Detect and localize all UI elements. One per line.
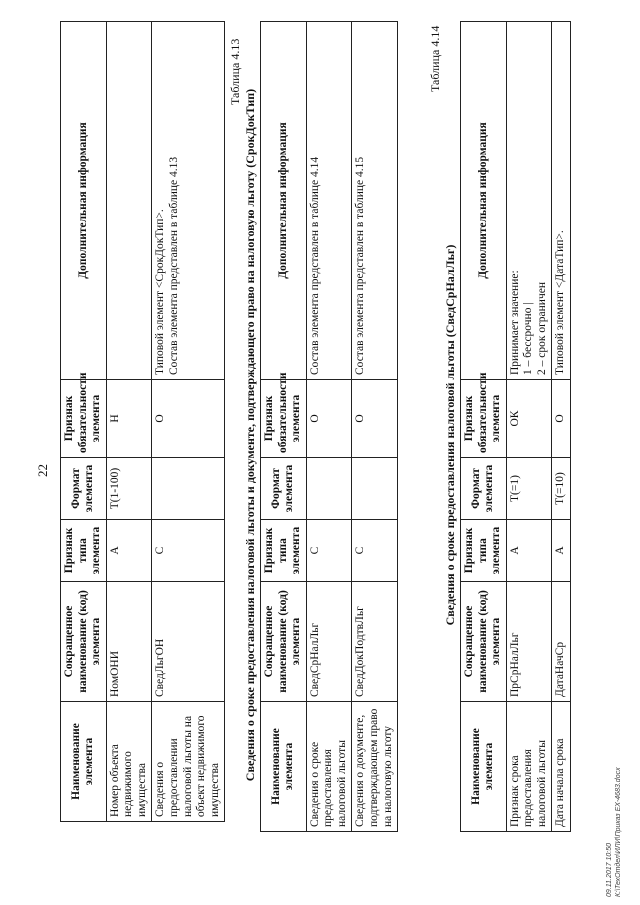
- table-header-row: [61, 22, 107, 822]
- header-cell: Признак типа элемента: [261, 520, 307, 582]
- header-cell: Формат элемента: [61, 458, 107, 520]
- table-row: [106, 22, 152, 822]
- cell-type: А: [552, 520, 571, 582]
- header-cell: Дополнительная информация: [61, 22, 107, 380]
- cell-name: Номер объекта недвижимого имущества: [106, 702, 152, 822]
- cell-format: T(=1): [506, 458, 552, 520]
- file-stamp: 09.11.2017 10:50 К:\ТехОтдел\ИЛИ\Приказ ЕХ-4683.docx: [606, 767, 622, 897]
- cell-code: СведДокПодтвЛьг: [352, 582, 398, 702]
- table-row: [506, 22, 552, 832]
- header-cell: Признак типа элемента: [61, 520, 107, 582]
- cell-name: Сведения о документе, подтверждающем право на налоговую льготу: [352, 702, 398, 832]
- header-cell: Формат элемента: [461, 458, 507, 520]
- cell-name: Признак срока предоставления налоговой льготы: [506, 702, 552, 832]
- cell-name: Сведения о предоставлении налоговой льготы на объект недвижимого имущества: [152, 702, 225, 822]
- cell-required: О: [552, 380, 571, 458]
- cell-info: Состав элемента представлен в таблице 4.14: [306, 22, 352, 380]
- cell-code: СведЛьгОН: [152, 582, 225, 702]
- cell-format: [352, 458, 398, 520]
- cell-info: Типовой элемент <ДатаТип>.: [552, 22, 571, 380]
- cell-code: ПрСрНалЛьг: [506, 582, 552, 702]
- table-header-row: [461, 22, 507, 832]
- cell-code: СведСрНалЛьг: [306, 582, 352, 702]
- table-caption: Таблица 4.14: [428, 25, 442, 92]
- table-title: Сведения о сроке предоставления налоговой льготы (СведСрНалЛьг): [443, 244, 457, 626]
- table-title: Сведения о сроке предоставления налоговой льготы и документе, подтверждающего право на налоговую льготу (СрокДокТип): [243, 88, 257, 782]
- cell-code: НомОНИ: [106, 582, 152, 702]
- header-cell: Наименование элемента: [61, 702, 107, 822]
- cell-name: Сведения о сроке предоставления налоговой льготы: [306, 702, 352, 832]
- cell-format: T(1-100): [106, 458, 152, 520]
- header-cell: Дополнительная информация: [261, 22, 307, 380]
- cell-required: О: [152, 380, 225, 458]
- cell-format: T(=10): [552, 458, 571, 520]
- header-cell: Наименование элемента: [261, 702, 307, 832]
- header-cell: Признак типа элемента: [461, 520, 507, 582]
- table-row: [152, 22, 225, 822]
- cell-info: Состав элемента представлен в таблице 4.15: [352, 22, 398, 380]
- page-number: 22: [35, 464, 50, 477]
- cell-required: ОК: [506, 380, 552, 458]
- table-row: [352, 22, 398, 832]
- header-cell: Сокращенное наименование (код) элемента: [461, 582, 507, 702]
- cell-format: [306, 458, 352, 520]
- cell-required: Н: [106, 380, 152, 458]
- cell-format: [152, 458, 225, 520]
- header-cell: Наименование элемента: [461, 702, 507, 832]
- header-cell: Признак обязательности элемента: [61, 380, 107, 458]
- table-4-14: [460, 21, 571, 832]
- cell-type: А: [506, 520, 552, 582]
- table-caption: Таблица 4.13: [228, 38, 242, 105]
- table-row: [552, 22, 571, 832]
- table-header-row: [261, 22, 307, 832]
- cell-info: Принимает значение: 1 – бессрочно | 2 – срок ограничен: [506, 22, 552, 380]
- table-continuation: [60, 21, 225, 822]
- cell-type: А: [106, 520, 152, 582]
- header-cell: Формат элемента: [261, 458, 307, 520]
- cell-type: С: [352, 520, 398, 582]
- header-cell: Дополнительная информация: [461, 22, 507, 380]
- table-4-13: [260, 21, 398, 832]
- table-row: [306, 22, 352, 832]
- cell-required: О: [306, 380, 352, 458]
- cell-info: [106, 22, 152, 380]
- cell-required: О: [352, 380, 398, 458]
- header-cell: Признак обязательности элемента: [461, 380, 507, 458]
- header-cell: Сокращенное наименование (код) элемента: [261, 582, 307, 702]
- cell-code: ДатаНачСр: [552, 582, 571, 702]
- cell-info: Типовой элемент <СрокДокТип>. Состав элемента представлен в таблице 4.13: [152, 22, 225, 380]
- header-cell: Сокращенное наименование (код) элемента: [61, 582, 107, 702]
- cell-type: С: [306, 520, 352, 582]
- cell-name: Дата начала срока: [552, 702, 571, 832]
- cell-type: С: [152, 520, 225, 582]
- header-cell: Признак обязательности элемента: [261, 380, 307, 458]
